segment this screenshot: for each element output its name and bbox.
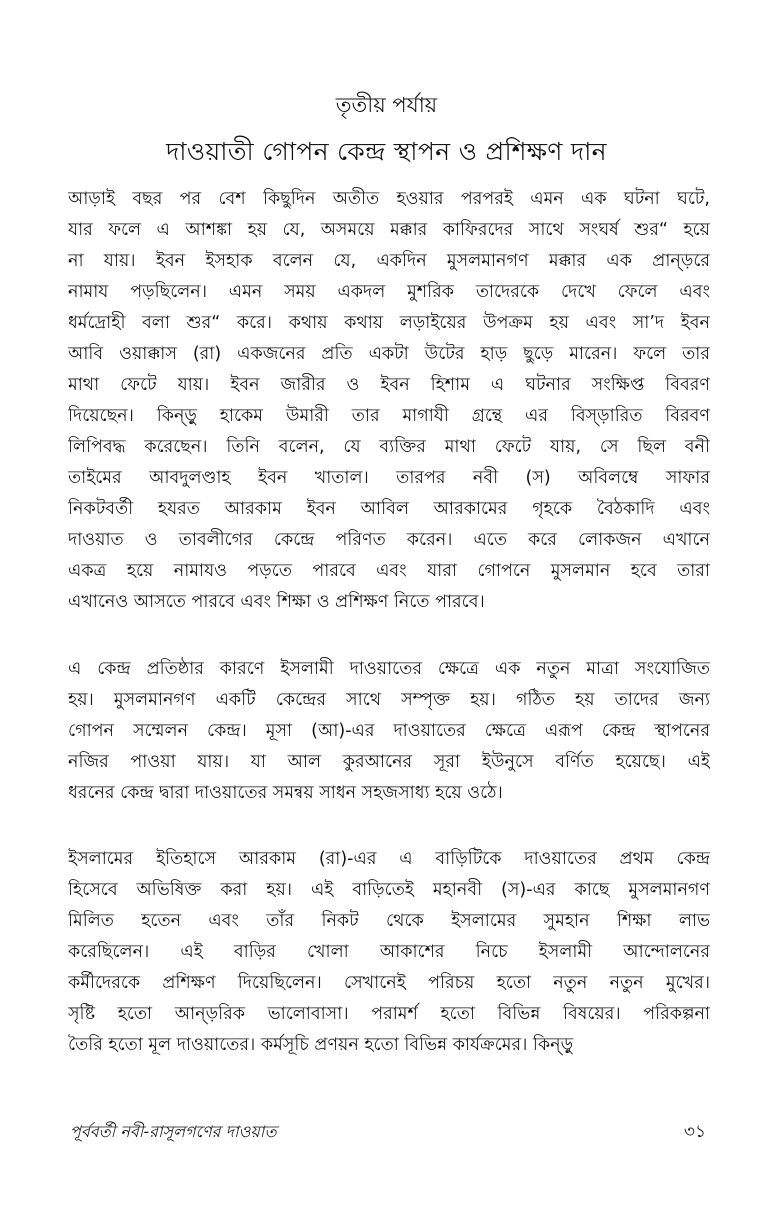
text-line: আবি ওয়াক্কাস (রা) একজনের প্রতি একটা উটের হাড় ছুড়ে মারেন। ফলে তার [68, 344, 710, 364]
text-line: মিলিত হতেন এবং তাঁর নিকট থেকে ইসলামের সুমহান শিক্ষা লাভ [68, 911, 710, 931]
paragraph [68, 184, 710, 618]
text-line: দিয়েছেন। কিন্ড়ু হাকেম উমারী তার মাগাযী গ্রন্থে এর বিস্ড়ারিত বিরবণ [68, 406, 710, 426]
text-line: লিপিবদ্ধ করেছেন। তিনি বলেন, যে ব্যক্তির মাথা ফেটে যায়, সে ছিল বনী [68, 437, 710, 457]
text-line: আড়াই বছর পর বেশ কিছুদিন অতীত হওয়ার পরপরই এমন এক ঘটনা ঘটে, [68, 189, 710, 209]
text-line: যার ফলে এ আশঙ্কা হয় যে, অসময়ে মক্কার কাফিরদের সাথে সংঘর্ষ শুর“ হয়ে [68, 220, 710, 240]
section-title: দাওয়াতী গোপন কেন্দ্র স্থাপন ও প্রশিক্ষণ দান [166, 137, 607, 166]
text-line: এখানেও আসতে পারবে এবং শিক্ষা ও প্রশিক্ষণ নিতে পারবে। [68, 592, 485, 612]
text-line: করেছিলেন। এই বাড়ির খোলা আকাশের নিচে ইসলামী আন্দোলনের [68, 942, 710, 962]
text-line: গোপন সম্মেলন কেন্দ্র। মূসা (আ)-এর দাওয়াতের ক্ষেত্রে এরূপ কেন্দ্র স্থাপনের [68, 721, 710, 741]
paragraph [68, 654, 710, 809]
text-line: কর্মীদেরকে প্রশিক্ষণ দিয়েছিলেন। সেখানেই পরিচয় হতো নতুন নতুন মুখের। [68, 973, 710, 993]
text-line: মাথা ফেটে যায়। ইবন জারীর ও ইবন হিশাম এ ঘটনার সংক্ষিপ্ত বিবরণ [68, 375, 710, 395]
text-line: ধরনের কেন্দ্র দ্বারা দাওয়াতের সমন্বয় সাধন সহজসাধ্য হয়ে ওঠে। [68, 783, 503, 803]
chapter-heading: তৃতীয় পর্যায় [335, 93, 438, 117]
text-line: নামায পড়ছিলেন। এমন সময় একদল মুশরিক তাদেরকে দেখে ফেলে এবং [68, 282, 710, 302]
page-number: ৩১ [683, 1122, 706, 1142]
text-line: হিসেবে অভিষিক্ত করা হয়। এই বাড়িতেই মহানবী (স)-এর কাছে মুসলমানগণ [68, 880, 710, 900]
text-line: না যায়। ইবন ইসহাক বলেন যে, একদিন মুসলমানগণ মক্কার এক প্রান্ড়রে [68, 251, 710, 271]
text-line: এ কেন্দ্র প্রতিষ্ঠার কারণে ইসলামী দাওয়াতের ক্ষেত্রে এক নতুন মাত্রা সংযোজিত [68, 659, 710, 679]
text-line: সৃষ্টি হতো আন্ড়রিক ভালোবাসা। পরামর্শ হতো বিভিন্ন বিষয়ের। পরিকল্পনা [68, 1004, 710, 1024]
text-line: একত্র হয়ে নামাযও পড়তে পারবে এবং যারা গোপনে মুসলমান হবে তারা [68, 561, 710, 581]
text-line: ধর্মদ্রোহী বলা শুর“ করে। কথায় কথায় লড়াইয়ের উপক্রম হয় এবং সা’দ ইবন [68, 313, 710, 333]
text-line: তাইমের আবদুলণ্ডাহ ইবন খাতাল। তারপর নবী (স) অবিলম্বে সাফার [68, 468, 710, 488]
text-line: তৈরি হতো মূল দাওয়াতের। কর্মসূচি প্রণয়ন হতো বিভিন্ন কার্যক্রমের। কিন্ড়ু [68, 1035, 574, 1055]
running-footer-title: পূর্ববর্তী নবী-রাসূলগণের দাওয়াত [70, 1122, 277, 1141]
text-line: দাওয়াত ও তাবলীগের কেন্দ্রে পরিণত করেন। এতে করে লোকজন এখানে [68, 530, 710, 550]
text-line: নজির পাওয়া যায়। যা আল কুরআনের সূরা ইউনুসে বর্ণিত হয়েছে। এই [68, 752, 710, 772]
text-line: ইসলামের ইতিহাসে আরকাম (রা)-এর এ বাড়িটিকে দাওয়াতের প্রথম কেন্দ্র [68, 849, 710, 869]
paragraph [68, 844, 710, 1061]
text-line: নিকটবর্তী হযরত আরকাম ইবন আবিল আরকামের গৃহকে বৈঠকাদি এবং [68, 499, 710, 519]
text-line: হয়। মুসলমানগণ একটি কেন্দ্রের সাথে সম্পৃক্ত হয়। গঠিত হয় তাদের জন্য [68, 690, 710, 710]
